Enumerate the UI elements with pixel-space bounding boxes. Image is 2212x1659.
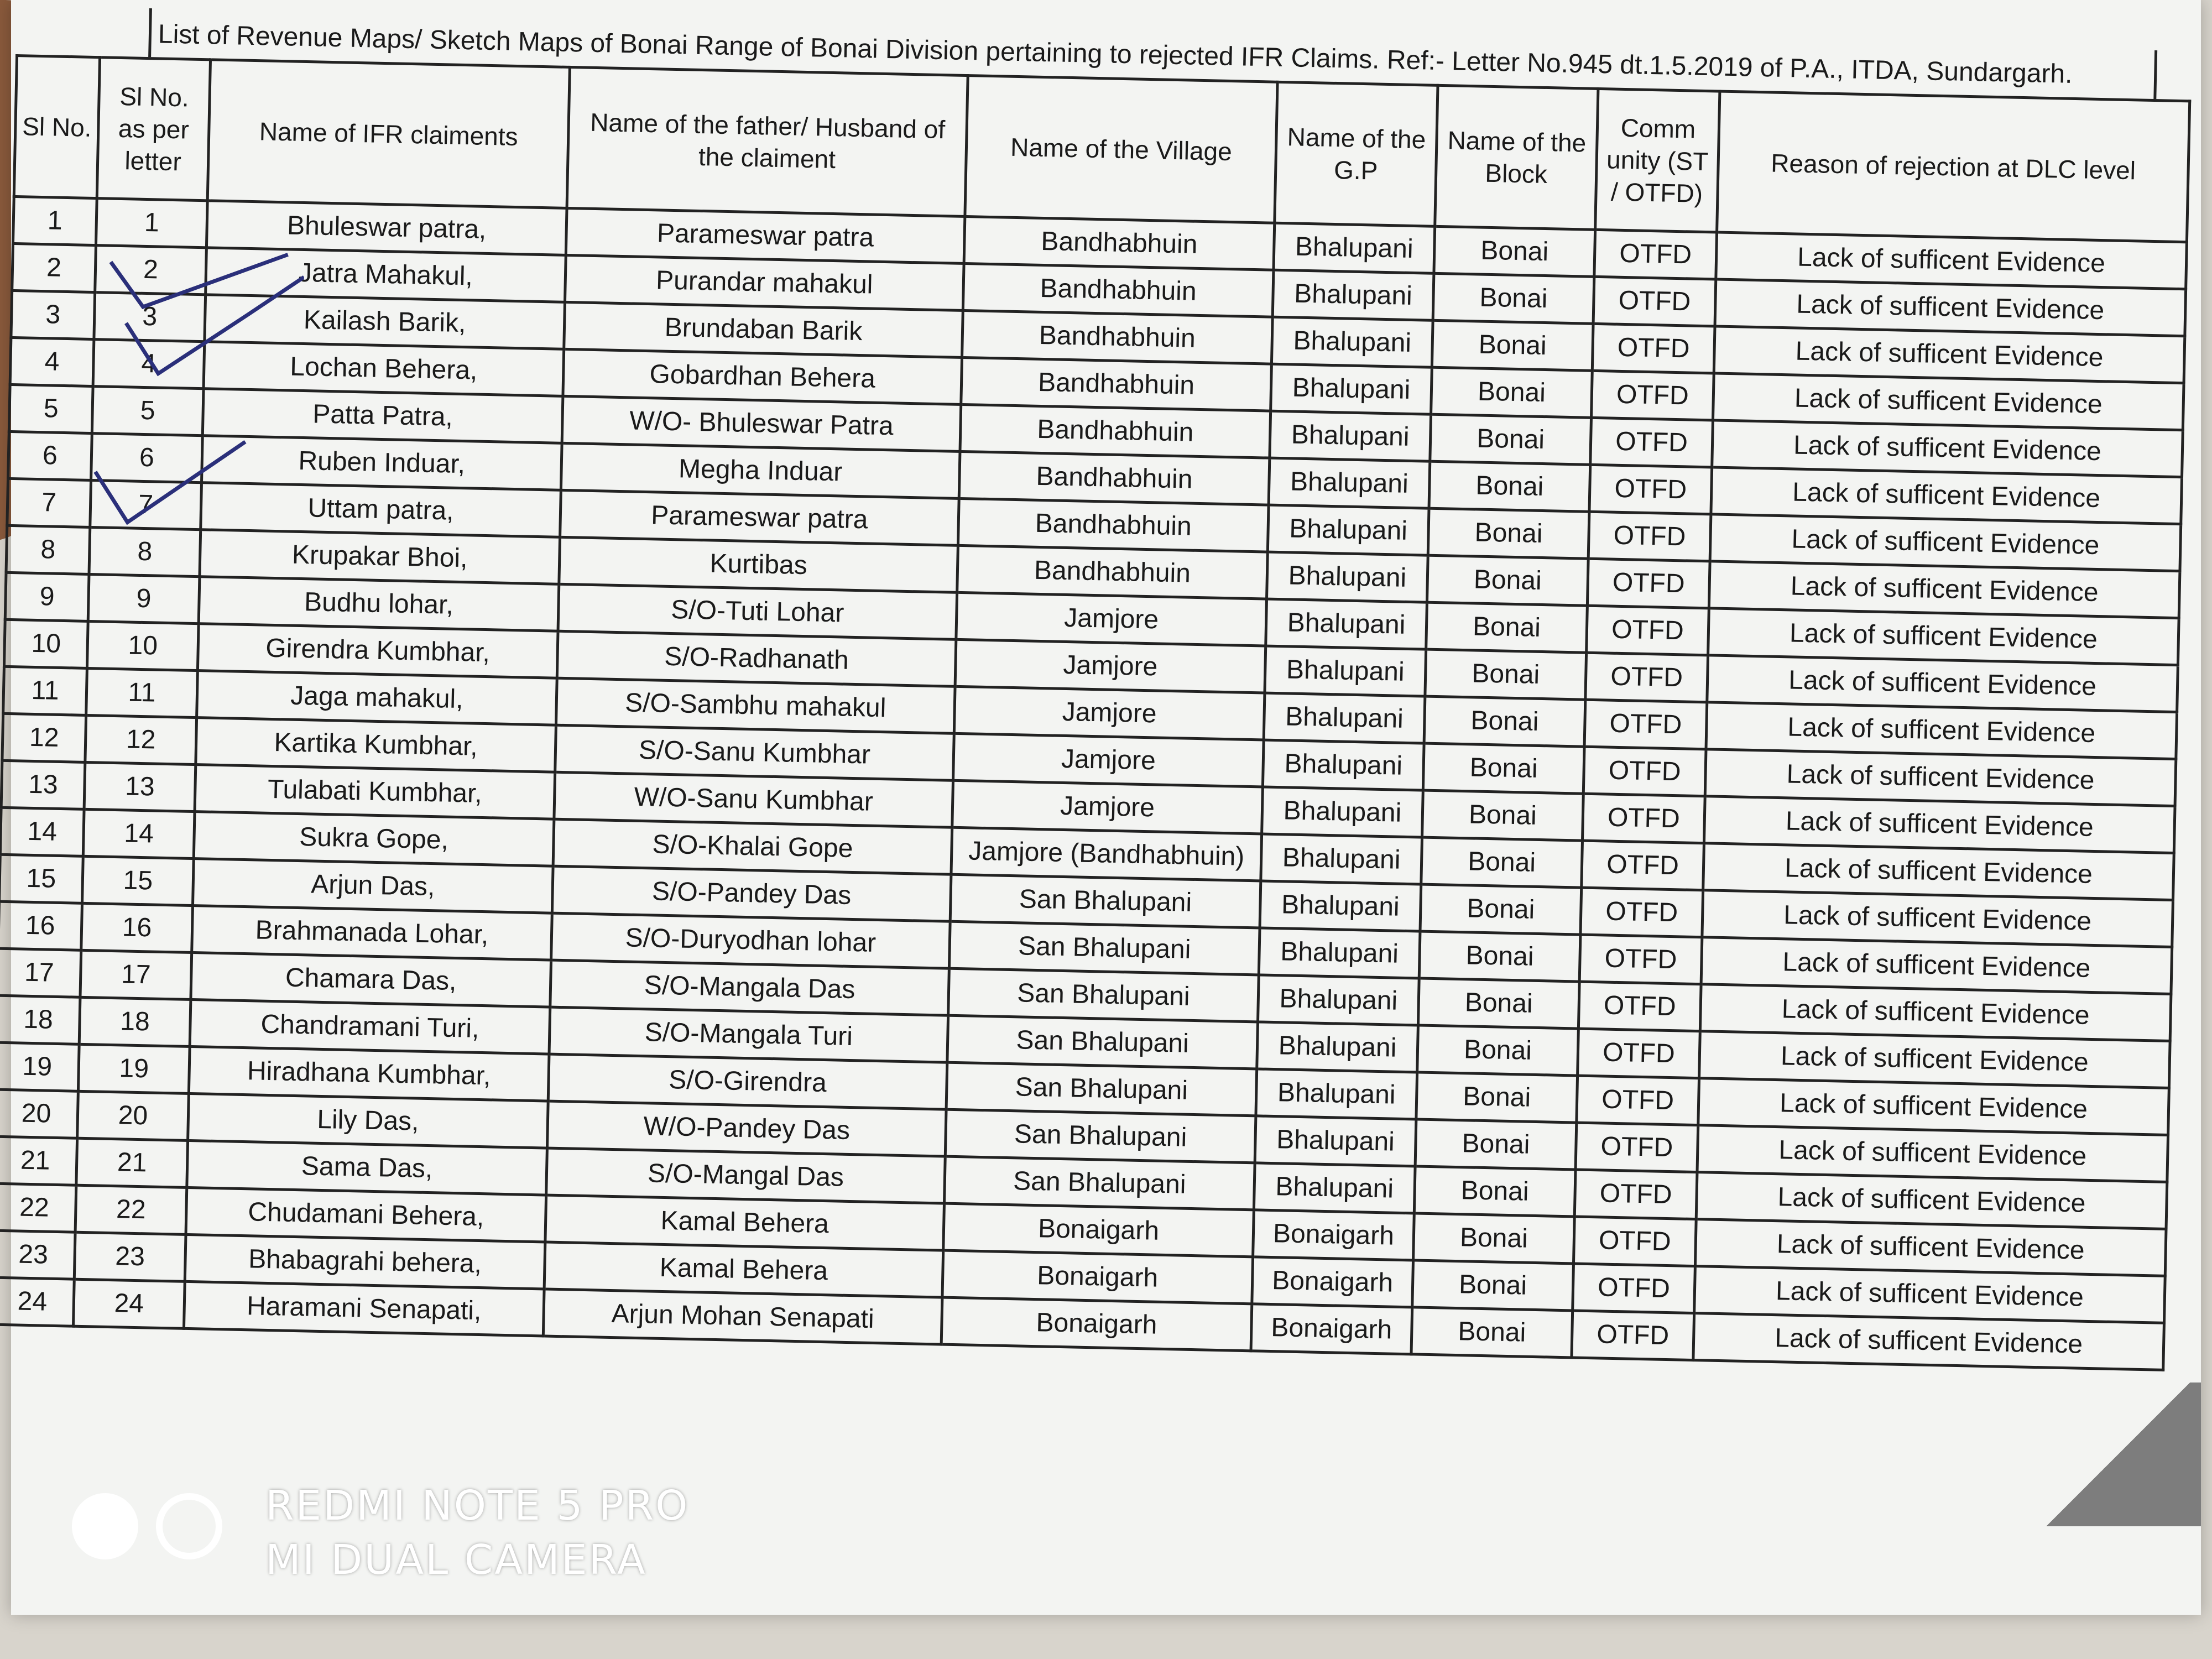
community-cell: OTFD (1590, 418, 1713, 467)
sl-no-cell: 11 (3, 666, 87, 715)
block-cell: Bonai (1420, 884, 1582, 935)
sl-no-cell: 17 (0, 948, 81, 997)
table-body (0, 196, 2187, 1370)
block-cell: Bonai (1427, 555, 1588, 606)
community-cell: OTFD (1574, 1170, 1697, 1219)
claimant-name-cell: Haramani Senapati, (184, 1281, 544, 1336)
block-cell: Bonai (1428, 508, 1589, 559)
claimant-name-cell: Girendra Kumbhar, (197, 624, 558, 679)
gram-panchayat-cell: Bhalupani (1255, 1116, 1416, 1166)
sl-no-cell: 2 (12, 243, 96, 292)
rejection-reason-cell: Lack of sufficent Evidence (1698, 1078, 2169, 1135)
community-cell: OTFD (1587, 559, 1710, 608)
gram-panchayat-cell: Bhalupani (1262, 740, 1424, 790)
claimant-name-cell: Krupakar Bhoi, (200, 530, 560, 585)
sl-no-cell: 22 (0, 1183, 76, 1232)
gram-panchayat-cell: Bhalupani (1258, 975, 1420, 1025)
document-title: List of Revenue Maps/ Sketch Maps of Bonai Range of Bonai Division pertaining to rejected IFR Claims. Ref:- Letter No.945 dt.1.5.2019 of P.A., ITDA, Sundargarh. (148, 8, 2157, 99)
sl-no-letter-cell: 21 (76, 1138, 188, 1187)
father-husband-name-cell: Gobardhan Behera (563, 349, 962, 404)
rejection-reason-cell: Lack of sufficent Evidence (1700, 984, 2171, 1041)
father-husband-name-cell: S/O-Pandey Das (552, 866, 951, 921)
village-cell: San Bhalupani (949, 921, 1260, 975)
claimant-name-cell: Sama Das, (187, 1140, 547, 1195)
community-cell: OTFD (1572, 1311, 1694, 1360)
claimant-name-header: Name of IFR claiments (207, 60, 570, 208)
community-cell: OTFD (1592, 371, 1714, 420)
claimant-name-cell: Chudamani Behera, (186, 1187, 546, 1242)
sl-no-cell: 9 (5, 572, 89, 621)
sl-no-letter-cell: 1 (96, 199, 207, 248)
sl-no-header: Sl No. (14, 56, 100, 199)
village-cell: San Bhalupani (948, 968, 1259, 1022)
gram-panchayat-cell: Bhalupani (1256, 1069, 1417, 1119)
rejection-reason-cell: Lack of sufficent Evidence (1712, 420, 2183, 477)
village-cell: San Bhalupani (946, 1062, 1257, 1116)
block-cell: Bonai (1424, 696, 1585, 747)
sl-no-cell: 15 (0, 854, 83, 903)
village-cell: San Bhalupani (950, 874, 1261, 928)
sl-no-cell: 13 (1, 760, 85, 809)
father-husband-name-cell: Parameswar patra (566, 208, 965, 263)
father-husband-name-cell: Kurtibas (559, 537, 958, 592)
community-cell: OTFD (1584, 700, 1707, 749)
rejection-reason-cell: Lack of sufficent Evidence (1709, 561, 2180, 618)
village-cell: Bandhabhuin (963, 263, 1274, 317)
village-cell: Bandhabhuin (960, 404, 1271, 458)
rejection-reason-cell: Lack of sufficent Evidence (1697, 1125, 2168, 1182)
sl-no-cell: 16 (0, 901, 82, 950)
father-husband-name-cell: S/O-Sanu Kumbhar (555, 725, 954, 780)
community-cell: OTFD (1579, 935, 1702, 984)
community-header: Comm unity (ST / OTFD) (1595, 88, 1720, 232)
claimant-name-cell: Kailash Barik, (205, 295, 565, 349)
sl-no-cell: 8 (6, 525, 90, 574)
father-husband-name-cell: Purandar mahakul (565, 255, 964, 310)
community-cell: OTFD (1573, 1217, 1696, 1266)
claimant-name-cell: Sukra Gope, (194, 812, 554, 867)
watermark-model: REDMI NOTE 5 PRO (265, 1482, 690, 1530)
village-cell: Jamjore (Bandhabhuin) (951, 827, 1262, 881)
gram-panchayat-cell: Bhalupani (1267, 505, 1429, 555)
claims-table (0, 54, 2191, 1371)
sl-no-cell: 4 (10, 337, 94, 386)
sl-no-letter-cell: 12 (85, 715, 197, 764)
father-husband-name-cell: S/O-Girendra (548, 1054, 947, 1109)
claimant-name-cell: Hiradhana Kumbhar, (189, 1046, 549, 1101)
father-husband-name-cell: S/O-Mangala Das (550, 960, 950, 1015)
father-husband-name-cell: S/O-Duryodhan lohar (551, 913, 951, 968)
document-sheet (0, 6, 2189, 1417)
sl-no-letter-cell: 8 (89, 527, 201, 576)
claimant-name-cell: Chandramani Turi, (190, 999, 550, 1054)
community-cell: OTFD (1578, 982, 1701, 1031)
camera-logo-filled-circle-icon (72, 1493, 138, 1559)
sl-no-letter-cell: 19 (78, 1044, 190, 1093)
claimant-name-cell: Tulabati Kumbhar, (195, 765, 555, 820)
claimant-name-cell: Uttam patra, (201, 483, 561, 538)
father-husband-name-cell: S/O-Mangal Das (546, 1148, 946, 1203)
block-cell: Bonai (1411, 1307, 1573, 1358)
gram-panchayat-cell: Bonaigarh (1251, 1304, 1412, 1354)
block-cell: Bonai (1430, 414, 1592, 465)
sl-no-cell: 14 (0, 807, 84, 856)
gram-panchayat-cell: Bhalupani (1264, 693, 1425, 743)
rejection-reason-cell: Lack of sufficent Evidence (1716, 232, 2187, 289)
village-cell: Jamjore (952, 780, 1263, 834)
sl-no-letter-cell: 20 (77, 1091, 189, 1140)
rejection-reason-cell: Lack of sufficent Evidence (1702, 890, 2173, 947)
gram-panchayat-cell: Bhalupani (1266, 599, 1427, 649)
community-cell: OTFD (1587, 606, 1709, 655)
village-header: Name of the Village (965, 76, 1277, 223)
gram-panchayat-cell: Bhalupani (1274, 223, 1435, 273)
community-cell: OTFD (1578, 1029, 1700, 1078)
village-cell: Bonaigarh (941, 1297, 1252, 1351)
village-cell: Jamjore (954, 686, 1265, 740)
gram-panchayat-cell: Bhalupani (1272, 270, 1434, 320)
rejection-reason-header: Reason of rejection at DLC level (1717, 91, 2190, 242)
rejection-reason-cell: Lack of sufficent Evidence (1711, 467, 2182, 524)
father-husband-name-cell: W/O-Pandey Das (547, 1101, 946, 1156)
sl-no-cell: 7 (7, 478, 91, 527)
village-cell: Bonaigarh (943, 1203, 1254, 1257)
sl-no-cell: 20 (0, 1089, 78, 1138)
rejection-reason-cell: Lack of sufficent Evidence (1706, 702, 2177, 759)
block-cell: Bonai (1426, 602, 1588, 653)
father-husband-name-cell: Kamal Behera (545, 1195, 945, 1250)
block-cell: Bonai (1425, 649, 1587, 700)
sl-no-letter-cell: 7 (90, 481, 202, 530)
claimant-name-cell: Bhabagrahi behera, (185, 1234, 545, 1289)
block-cell: Bonai (1431, 367, 1593, 418)
sl-no-cell: 23 (0, 1230, 75, 1279)
sl-no-cell: 5 (9, 384, 93, 433)
village-cell: Jamjore (955, 639, 1266, 693)
village-cell: San Bhalupani (945, 1156, 1255, 1210)
rejection-reason-cell: Lack of sufficent Evidence (1695, 1219, 2166, 1276)
rejection-reason-cell: Lack of sufficent Evidence (1703, 843, 2174, 900)
father-husband-name-cell: S/O-Radhanath (557, 631, 956, 686)
sl-no-letter-cell: 22 (75, 1185, 187, 1234)
claimant-name-cell: Budhu lohar, (199, 577, 559, 632)
block-cell: Bonai (1419, 931, 1580, 982)
father-husband-name-cell: S/O-Sambhu mahakul (556, 678, 955, 733)
sl-no-cell: 18 (0, 995, 80, 1044)
sl-no-cell: 1 (13, 196, 97, 245)
rejection-reason-cell: Lack of sufficent Evidence (1705, 749, 2176, 806)
sl-no-letter-cell: 17 (80, 950, 192, 999)
camera-logo-outline-circle-icon (156, 1493, 222, 1559)
gram-panchayat-cell: Bonaigarh (1252, 1257, 1413, 1307)
block-cell: Bonai (1422, 790, 1584, 841)
village-cell: Bandhabhuin (964, 216, 1275, 270)
community-cell: OTFD (1577, 1076, 1699, 1125)
block-cell: Bonai (1434, 226, 1595, 276)
community-cell: OTFD (1582, 841, 1704, 890)
community-cell: OTFD (1593, 276, 1716, 326)
community-cell: OTFD (1582, 794, 1705, 843)
gp-header: Name of the G.P (1275, 82, 1438, 226)
claimant-name-cell: Ruben Induar, (202, 436, 562, 491)
rejection-reason-cell: Lack of sufficent Evidence (1704, 796, 2175, 853)
block-cell: Bonai (1417, 1025, 1579, 1076)
community-cell: OTFD (1573, 1264, 1695, 1313)
sl-no-letter-cell: 15 (82, 856, 194, 905)
community-cell: OTFD (1580, 888, 1703, 937)
sl-no-letter-cell: 2 (95, 246, 207, 295)
village-cell: Bandhabhuin (962, 310, 1273, 364)
rejection-reason-cell: Lack of sufficent Evidence (1713, 373, 2184, 430)
sl-no-cell: 19 (0, 1042, 79, 1091)
gram-panchayat-cell: Bhalupani (1267, 552, 1428, 602)
rejection-reason-cell: Lack of sufficent Evidence (1694, 1266, 2166, 1323)
sl-no-letter-cell: 9 (88, 574, 200, 623)
father-husband-name-cell: Megha Induar (561, 443, 960, 498)
block-header: Name of the Block (1435, 85, 1598, 229)
father-husband-name-cell: W/O- Bhuleswar Patra (562, 396, 961, 451)
village-cell: Bandhabhuin (959, 451, 1270, 505)
gram-panchayat-cell: Bhalupani (1271, 364, 1432, 414)
sl-no-cell: 21 (0, 1136, 77, 1185)
community-cell: OTFD (1589, 465, 1712, 514)
sl-no-letter-cell: 6 (91, 434, 203, 483)
sl-no-letter-header: Sl No. as per letter (97, 58, 210, 201)
sl-no-letter-cell: 11 (86, 668, 198, 717)
rejection-reason-cell: Lack of sufficent Evidence (1707, 655, 2178, 712)
claimant-name-cell: Lochan Behera, (204, 342, 564, 397)
claimant-name-cell: Lily Das, (188, 1093, 549, 1148)
rejection-reason-cell: Lack of sufficent Evidence (1714, 326, 2185, 383)
sl-no-letter-cell: 18 (79, 997, 191, 1046)
community-cell: OTFD (1575, 1123, 1698, 1172)
rejection-reason-cell: Lack of sufficent Evidence (1710, 514, 2181, 571)
father-husband-name-cell: S/O-Tuti Lohar (558, 584, 957, 639)
father-husband-name-cell: W/O-Sanu Kumbhar (554, 772, 953, 827)
community-cell: OTFD (1592, 324, 1715, 373)
sl-no-letter-cell: 4 (93, 340, 205, 389)
gram-panchayat-cell: Bhalupani (1262, 787, 1423, 837)
gram-panchayat-cell: Bhalupani (1260, 881, 1421, 931)
sl-no-letter-cell: 14 (83, 809, 195, 858)
sl-no-cell: 6 (8, 431, 92, 480)
block-cell: Bonai (1432, 320, 1593, 371)
block-cell: Bonai (1415, 1119, 1577, 1170)
block-cell: Bonai (1421, 837, 1583, 888)
claimant-name-cell: Brahmanada Lohar, (192, 906, 552, 961)
block-cell: Bonai (1414, 1166, 1575, 1217)
father-husband-header: Name of the father/ Husband of the claiment (567, 67, 968, 216)
gram-panchayat-cell: Bhalupani (1254, 1163, 1415, 1213)
gram-panchayat-cell: Bhalupani (1269, 458, 1430, 508)
sl-no-cell: 10 (4, 619, 88, 668)
sl-no-letter-cell: 24 (74, 1279, 185, 1328)
sl-no-letter-cell: 16 (81, 903, 193, 952)
gram-panchayat-cell: Bhalupani (1259, 928, 1420, 978)
claimant-name-cell: Jatra Mahakul, (206, 248, 566, 302)
father-husband-name-cell: Parameswar patra (560, 490, 959, 545)
block-cell: Bonai (1416, 1072, 1578, 1123)
watermark-camera: MI DUAL CAMERA (265, 1536, 647, 1584)
claimant-name-cell: Jaga mahakul, (197, 671, 557, 726)
block-cell: Bonai (1423, 743, 1584, 794)
sl-no-letter-cell: 23 (74, 1232, 186, 1281)
father-husband-name-cell: Arjun Mohan Senapati (543, 1289, 942, 1344)
community-cell: OTFD (1588, 512, 1711, 561)
village-cell: Bandhabhuin (958, 498, 1269, 552)
rejection-reason-cell: Lack of sufficent Evidence (1715, 279, 2186, 336)
block-cell: Bonai (1412, 1260, 1574, 1311)
father-husband-name-cell: Kamal Behera (544, 1242, 943, 1297)
sl-no-letter-cell: 5 (92, 387, 204, 436)
community-cell: OTFD (1585, 653, 1708, 702)
sl-no-cell: 12 (2, 713, 86, 762)
father-husband-name-cell: S/O-Khalai Gope (553, 819, 952, 874)
father-husband-name-cell: Brundaban Barik (564, 302, 963, 357)
gram-panchayat-cell: Bonaigarh (1253, 1210, 1415, 1260)
village-cell: Jamjore (953, 733, 1264, 787)
sl-no-letter-cell: 13 (84, 762, 196, 811)
rejection-reason-cell: Lack of sufficent Evidence (1708, 608, 2179, 665)
rejection-reason-cell: Lack of sufficent Evidence (1696, 1172, 2167, 1229)
village-cell: Jamjore (956, 592, 1267, 646)
community-cell: OTFD (1594, 229, 1717, 279)
sl-no-letter-cell: 3 (94, 293, 206, 342)
claimant-name-cell: Chamara Das, (191, 953, 551, 1008)
sl-no-cell: 3 (11, 290, 95, 339)
village-cell: Bandhabhuin (957, 545, 1268, 599)
village-cell: Bonaigarh (942, 1250, 1253, 1304)
father-husband-name-cell: S/O-Mangala Turi (549, 1007, 948, 1062)
rejection-reason-cell: Lack of sufficent Evidence (1701, 937, 2172, 994)
village-cell: Bandhabhuin (961, 357, 1272, 411)
pen-checkmark-icon (102, 239, 305, 420)
village-cell: San Bhalupani (947, 1015, 1258, 1069)
sl-no-cell: 24 (0, 1277, 74, 1326)
gram-panchayat-cell: Bhalupani (1271, 317, 1433, 367)
block-cell: Bonai (1429, 461, 1590, 512)
pen-checkmark-icon (88, 433, 257, 558)
claimant-name-cell: Arjun Das, (192, 859, 553, 914)
community-cell: OTFD (1583, 747, 1706, 796)
gram-panchayat-cell: Bhalupani (1257, 1022, 1418, 1072)
gram-panchayat-cell: Bhalupani (1265, 646, 1426, 696)
claimant-name-cell: Patta Patra, (202, 389, 563, 444)
block-cell: Bonai (1433, 273, 1594, 324)
paper-sheet (11, 0, 2201, 1615)
rejection-reason-cell: Lack of sufficent Evidence (1693, 1313, 2164, 1370)
gram-panchayat-cell: Bhalupani (1270, 411, 1431, 461)
block-cell: Bonai (1418, 978, 1579, 1029)
sl-no-letter-cell: 10 (87, 621, 199, 670)
claimant-name-cell: Bhuleswar patra, (206, 201, 567, 255)
village-cell: San Bhalupani (945, 1109, 1256, 1163)
gram-panchayat-cell: Bhalupani (1261, 834, 1422, 884)
block-cell: Bonai (1413, 1213, 1575, 1264)
claimant-name-cell: Kartika Kumbhar, (196, 718, 556, 773)
rejection-reason-cell: Lack of sufficent Evidence (1699, 1031, 2171, 1088)
